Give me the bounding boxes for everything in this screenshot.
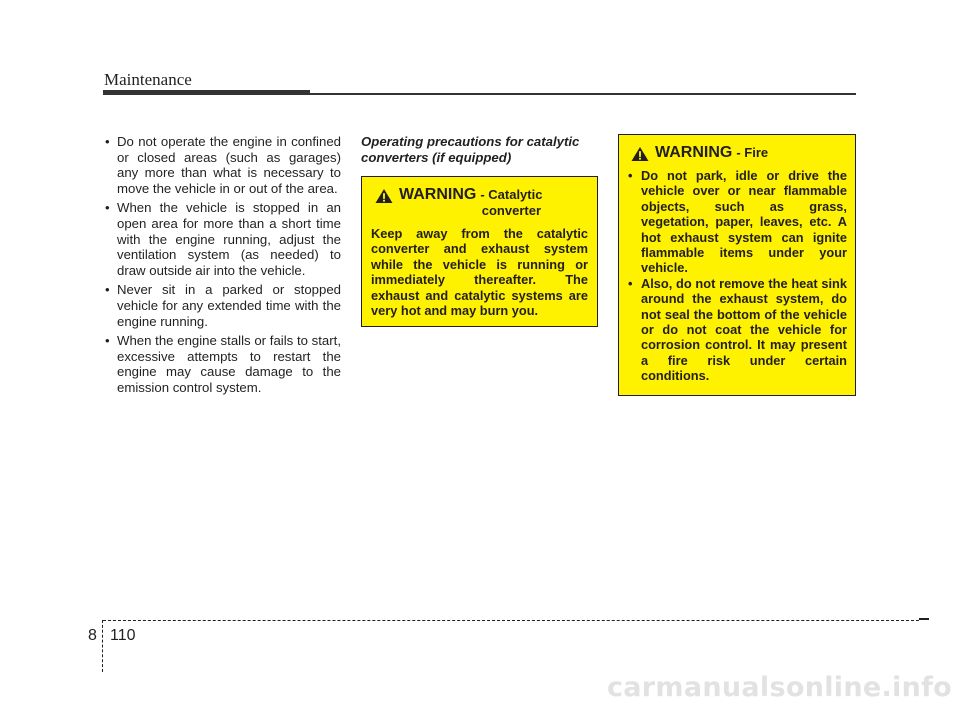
warning-triangle-icon bbox=[630, 146, 650, 162]
footer-dashed-rule bbox=[103, 620, 919, 621]
header-rule-thin bbox=[310, 93, 856, 95]
warning-box-fire bbox=[618, 134, 856, 396]
warning-title: WARNING bbox=[655, 144, 733, 161]
warning-subtitle-line2: converter bbox=[481, 202, 542, 218]
footer-vertical-rule bbox=[102, 620, 103, 672]
header-rule-thick bbox=[103, 90, 310, 95]
warning-triangle-icon bbox=[374, 188, 394, 204]
warning-box-catalytic bbox=[361, 176, 598, 327]
list-item: • Never sit in a parked or stopped vehicle for any extended time with the engine running. bbox=[103, 282, 341, 329]
list-item: • Also, do not remove the heat sink around the exhaust system, do not seal the bottom of the vehicle or do not coat the vehicle for corrosion control. It may present a fire risk under certain conditions. bbox=[627, 276, 847, 384]
list-item: • When the vehicle is stopped in an open area for more than a short time with the engine running, adjust the ventilation system (as needed) to draw outside air into the vehicle. bbox=[103, 200, 341, 278]
section-title: Maintenance bbox=[104, 70, 192, 89]
list-item: • When the engine stalls or fails to start, excessive attempts to restart the engine may cause damage to the emission control system. bbox=[103, 333, 341, 395]
list-item: • Do not operate the engine in confined or closed areas (such as garages) any more than what is necessary to move the vehicle in or out of the area. bbox=[103, 134, 341, 196]
chapter-number: 8 bbox=[88, 627, 97, 644]
footer-rule-end bbox=[919, 618, 929, 620]
warning-subtitle: - Fire bbox=[736, 145, 769, 160]
catalytic-subheading: Operating precautions for catalytic converters (if equipped) bbox=[361, 134, 580, 165]
warning-header bbox=[371, 187, 588, 218]
warning-header bbox=[627, 145, 847, 162]
warning-body: Keep away from the catalytic converter and exhaust system while the vehicle is running or immediately thereafter. The exhaust and catalytic systems are very hot and may burn you. bbox=[371, 226, 588, 319]
warning-subtitle-line1: - Catalytic bbox=[480, 187, 543, 202]
precaution-list bbox=[103, 134, 341, 396]
warning-title: WARNING bbox=[399, 186, 477, 203]
page-number: 110 bbox=[110, 627, 136, 644]
list-item: • Do not park, idle or drive the vehicle over or near flammable objects, such as grass, vegetation, paper, leaves, etc. A hot exhaust system can ignite flammable items under your vehicle. bbox=[627, 168, 847, 276]
fire-warning-list bbox=[627, 168, 847, 384]
warning-subtitle bbox=[480, 187, 542, 218]
left-column bbox=[103, 134, 341, 400]
watermark: carmanualsonline.info bbox=[606, 672, 952, 703]
